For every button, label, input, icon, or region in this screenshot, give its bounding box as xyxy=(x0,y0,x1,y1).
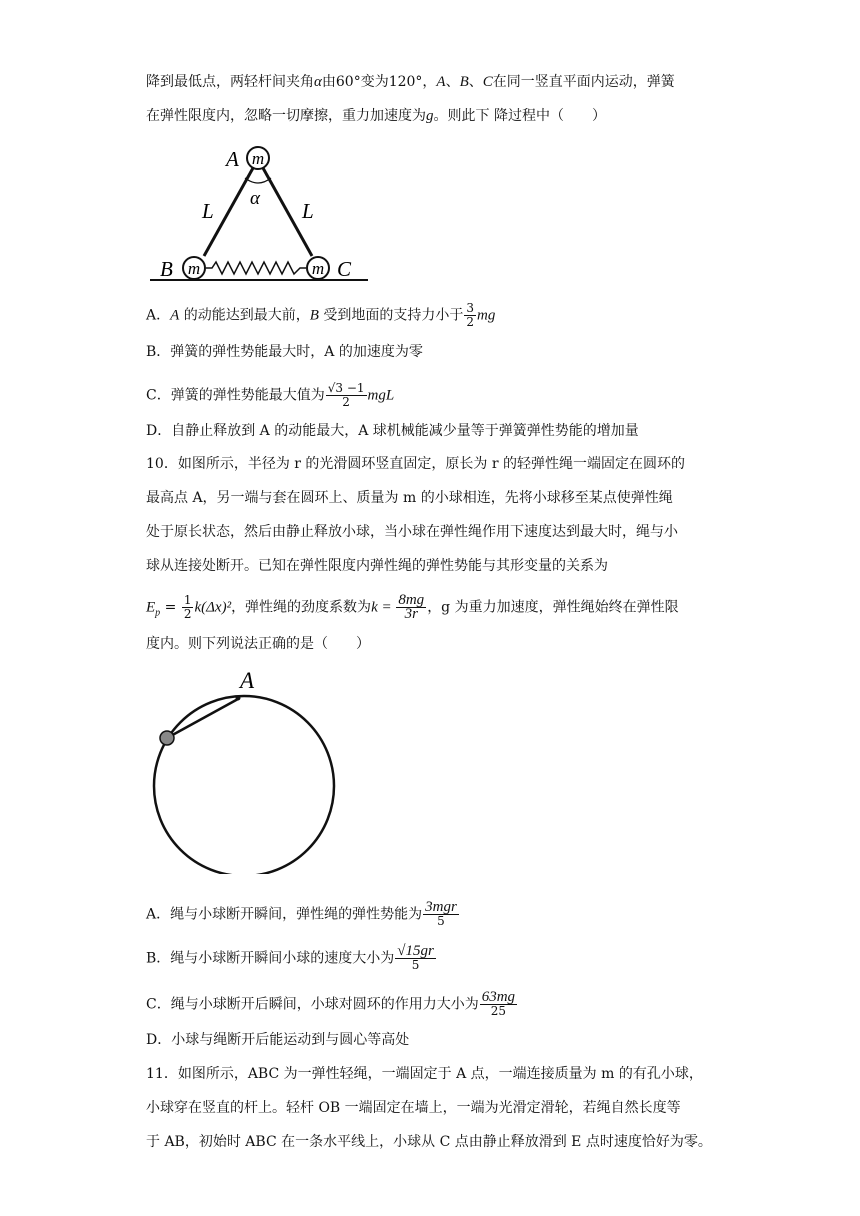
fraction-denominator: 2 xyxy=(342,395,350,409)
q9-text: 受到地面的支持力小于 xyxy=(323,307,464,324)
fraction-denominator: 2 xyxy=(466,315,475,329)
q10-text: C．绳与小球断开后瞬间，小球对圆环的作用力大小为 xyxy=(146,996,479,1013)
q9-option-a xyxy=(146,302,495,329)
q10-option-b xyxy=(146,945,437,972)
fraction-numerator: √15gr xyxy=(397,943,434,959)
q10-text: ，g 为重力加速度，弹性绳始终在弹性限 xyxy=(427,599,679,616)
ep-subscript: p xyxy=(155,607,161,619)
q9-option-d: D．自静止释放到 A 的动能最大，A 球机械能减少量等于弹簧弹性势能的增加量 xyxy=(146,423,639,439)
q9-label-c: C xyxy=(482,74,493,90)
q9-text: C．弹簧的弹性势能最大值为 xyxy=(146,387,325,404)
fraction-numerator: 1 xyxy=(183,593,192,607)
mass-label-b: m xyxy=(187,259,201,278)
label-l-right: L xyxy=(302,199,314,223)
mass-label-c: m xyxy=(311,259,325,278)
option-letter: A． xyxy=(146,307,171,324)
fraction-numerator: 3mgr xyxy=(425,899,457,915)
unit: mgL xyxy=(367,387,395,404)
fraction xyxy=(464,302,476,329)
fraction xyxy=(395,945,436,972)
q9-stem-line-1: 降到最低点，两轻杆间夹角α由60°变为120°，A、B、C在同一竖直平面内运动，弹簧 xyxy=(146,74,675,90)
q10-text: A．绳与小球断开瞬间，弹性绳的弹性势能为 xyxy=(146,906,423,923)
angle-arc xyxy=(245,178,271,183)
q10-line-1: 10．如图所示，半径为 r 的光滑圆环竖直固定，原长为 r 的轻弹性绳一端固定在圆环的 xyxy=(146,456,685,472)
q10-line-5 xyxy=(146,594,679,623)
label-a: A xyxy=(240,668,255,693)
fraction-numerator: 8mg xyxy=(398,592,425,608)
q9-option-b: B．弹簧的弹性势能最大时，A 的加速度为零 xyxy=(146,344,423,360)
ep-symbol: E xyxy=(146,599,156,616)
small-ball xyxy=(160,731,174,745)
fraction-denominator: 2 xyxy=(183,607,192,621)
point-a xyxy=(236,696,241,701)
q9-label-a: A xyxy=(436,74,446,90)
fraction-numerator: 63mg xyxy=(481,989,516,1005)
q9-text: 在弹性限度内，忽略一切摩擦，重力加速度为 xyxy=(146,108,426,124)
fraction-numerator: 3 xyxy=(466,301,475,315)
q9-stem-line-2 xyxy=(146,106,606,126)
q10-line-3: 处于原长状态，然后由静止释放小球，当小球在弹性绳作用下速度达到最大时，绳与小 xyxy=(146,524,678,540)
q9-label-b: B xyxy=(309,307,319,324)
q9-text: 降到最低点，两轻杆间夹角 xyxy=(146,74,314,90)
label-a: A xyxy=(226,147,239,171)
label-l-left: L xyxy=(202,199,214,223)
fraction-denominator: 5 xyxy=(411,958,420,972)
q9-text: 由60°变为120°， xyxy=(321,74,437,90)
q10-text: B．绳与小球断开瞬间小球的速度大小为 xyxy=(146,950,395,967)
label-b: B xyxy=(160,257,173,281)
q10-text: ，弹性绳的劲度系数为 xyxy=(231,599,372,616)
fraction xyxy=(423,901,459,928)
ring xyxy=(154,696,334,874)
label-alpha: α xyxy=(250,188,260,209)
q10-circle-figure xyxy=(140,664,370,874)
q10-option-a xyxy=(146,901,460,928)
fraction-denominator: 3r xyxy=(404,606,418,622)
q11-line-3: 于 AB，初始时 ABC 在一条水平线上，小球从 C 点由静止释放滑到 E 点时速度恰好为零。 xyxy=(146,1134,712,1150)
fraction xyxy=(396,594,426,621)
q9-text: 在同一竖直平面内运动，弹簧 xyxy=(492,74,675,90)
k-symbol: k = xyxy=(371,599,396,616)
q9-label-b: B xyxy=(459,74,469,90)
q10-line-4: 球从连接处断开。已知在弹性限度内弹性绳的弹性势能与其形变量的关系为 xyxy=(146,558,608,574)
fraction-numerator: √3 −1 xyxy=(327,381,365,395)
mass-label-a: m xyxy=(251,149,265,168)
fraction xyxy=(326,382,367,409)
fraction-denominator: 5 xyxy=(437,914,445,928)
unit: mg xyxy=(477,307,496,324)
q9-g-symbol: g xyxy=(426,108,434,124)
q10-line-2: 最高点 A，另一端与套在圆环上、质量为 m 的小球相连，先将小球移至某点使弹性绳 xyxy=(146,490,673,506)
fraction xyxy=(480,991,517,1018)
q9-option-c xyxy=(146,382,394,409)
ep-expression: k(Δx)² xyxy=(194,599,232,616)
q9-text: 。则此下 降过程中（ ） xyxy=(433,108,606,124)
q11-line-2: 小球穿在竖直的杆上。轻杆 OB 一端固定在墙上，一端为光滑定滑轮，若绳自然长度等 xyxy=(146,1100,681,1116)
q10-line-6: 度内。则下列说法正确的是（ ） xyxy=(146,636,370,652)
q10-option-c xyxy=(146,991,518,1018)
q9-triangle-figure xyxy=(140,140,380,285)
q9-label-a: A xyxy=(170,307,180,324)
q9-alpha-symbol: α xyxy=(314,74,322,90)
fraction-denominator: 25 xyxy=(490,1004,507,1018)
q10-option-d: D．小球与绳断开后能运动到与圆心等高处 xyxy=(146,1032,410,1048)
equals: = xyxy=(160,599,181,616)
label-c: C xyxy=(337,257,352,281)
spring xyxy=(206,262,306,274)
fraction xyxy=(182,594,194,621)
q9-text: 的动能达到最大前， xyxy=(183,307,310,324)
q11-line-1: 11．如图所示，ABC 为一弹性轻绳，一端固定于 A 点，一端连接质量为 m 的有孔小球， xyxy=(146,1066,703,1082)
